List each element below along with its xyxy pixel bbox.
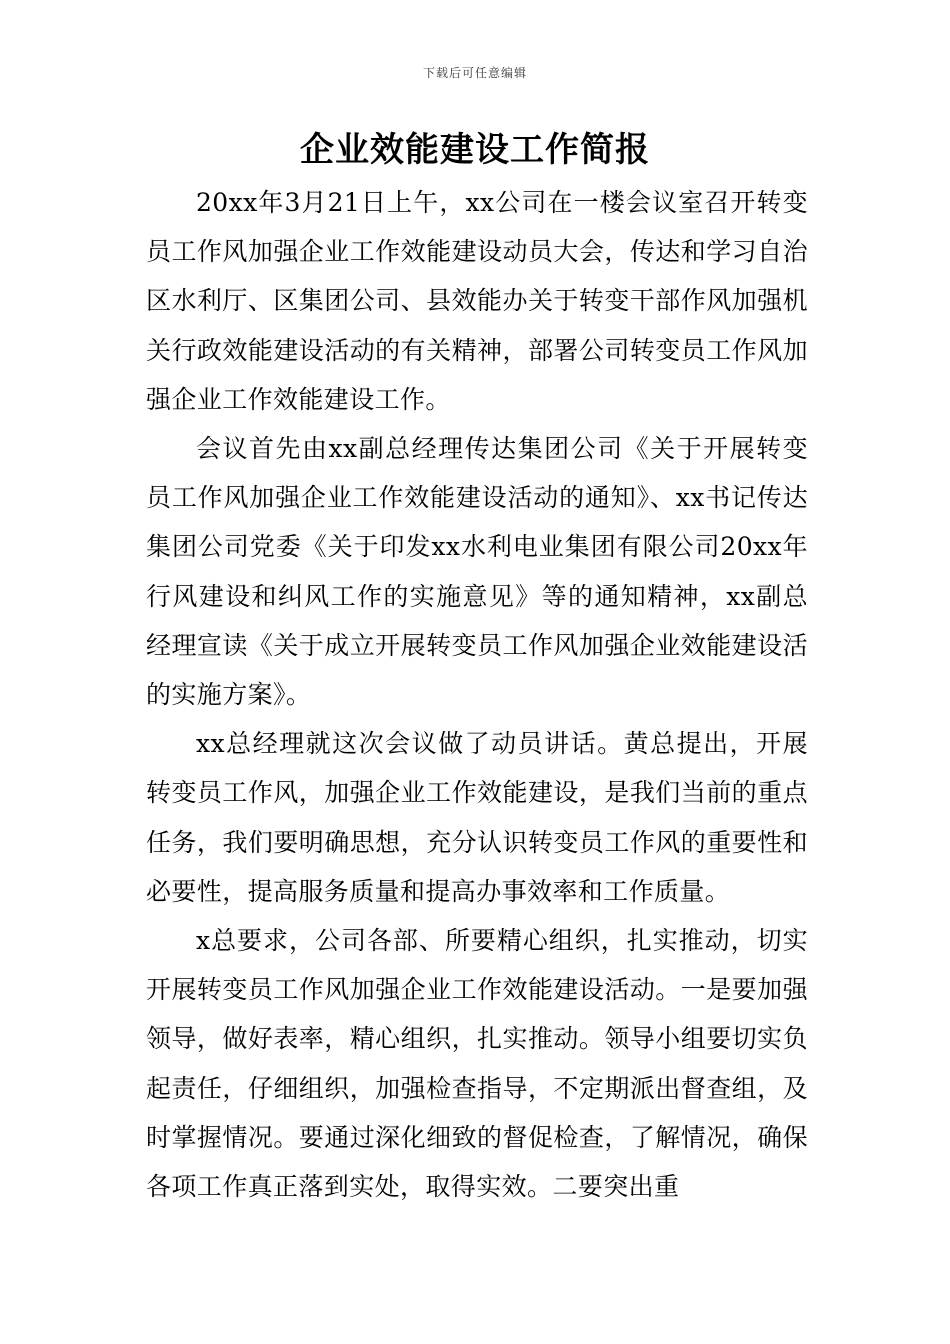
header-note: 下载后可任意编辑 (422, 66, 527, 80)
document-title: 企业效能建设工作简报 (300, 130, 650, 170)
paragraph-3: xx总经理就这次会议做了动员讲话。黄总提出，开展转变员工作风，加强企业工作效能建设，是我们当前的重点任务，我们要明确思想，充分认识转变员工作风的重要性和必要性，提高服务质量和提高办事效率和工作质量。 (146, 729, 808, 906)
paragraph-1: 20xx年3月21日上午，xx公司在一楼会议室召开转变员工作风加强企业工作效能建设动员大会，传达和学习自治区水利厅、区集团公司、县效能办关于转变干部作风加强机关行政效能建设活动的有关精神，部署公司转变员工作风加强企业工作效能建设工作。 (146, 188, 808, 414)
document-body (146, 178, 808, 1211)
paragraph-4: x总要求，公司各部、所要精心组织，扎实推动，切实开展转变员工作风加强企业工作效能建设活动。一是要加强领导，做好表率，精心组织，扎实推动。领导小组要切实负起责任，仔细组织，加强检查指导，不定期派出督查组，及时掌握情况。要通过深化细致的督促检查，了解情况，确保各项工作真正落到实处，取得实效。二要突出重 (146, 926, 808, 1202)
paragraph-2: 会议首先由xx副总经理传达集团公司《关于开展转变员工作风加强企业工作效能建设活动的通知》、xx书记传达集团公司党委《关于印发xx水利电业集团有限公司20xx年行风建设和纠风工作的实施意见》等的通知精神，xx副总经理宣读《关于成立开展转变员工作风加强企业效能建设活的实施方案》。 (146, 434, 808, 710)
